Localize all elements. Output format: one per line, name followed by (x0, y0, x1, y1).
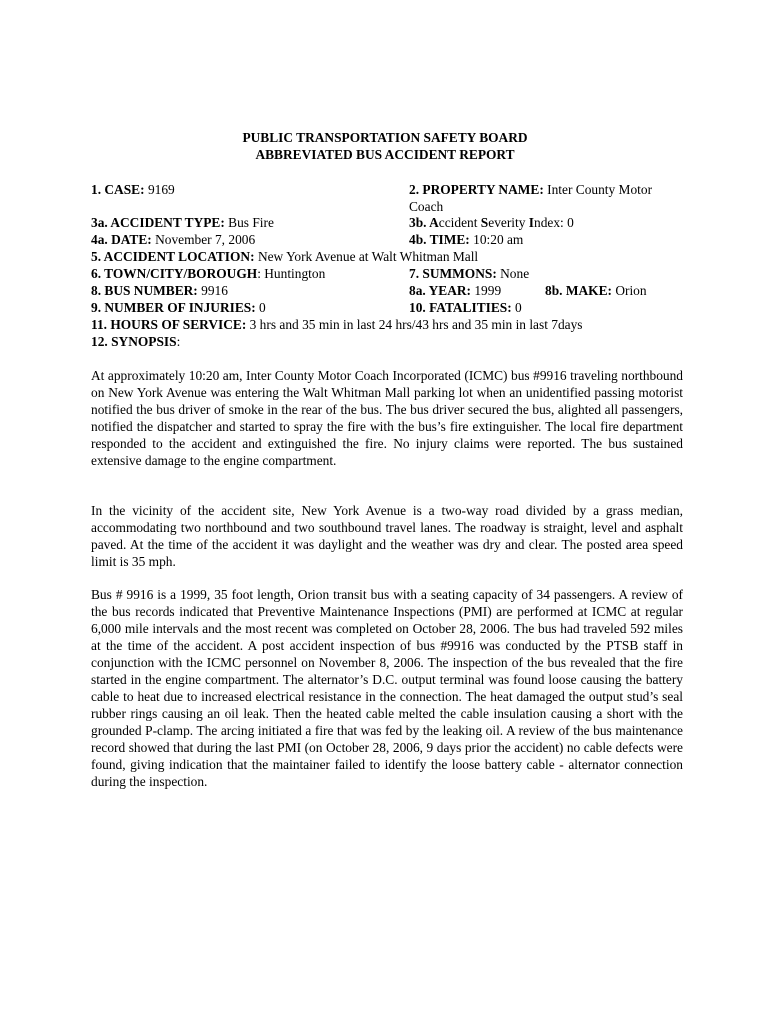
field-property-name-continued: Coach (409, 199, 444, 214)
severity-label-part-5: I (528, 215, 534, 230)
field-injuries (91, 299, 266, 316)
field-accident-type-label: 3a. ACCIDENT TYPE: (91, 215, 225, 230)
field-property-name-value: Inter County Motor (547, 182, 653, 197)
synopsis-paragraph-1 (91, 367, 683, 469)
field-town (91, 265, 325, 282)
field-town-value: : Huntington (257, 266, 326, 281)
field-case-label: 1. CASE: (91, 182, 145, 197)
field-injuries-value: 0 (259, 300, 266, 315)
field-date (91, 231, 255, 248)
severity-label-part-4: everity (488, 215, 529, 230)
field-time-label: 4b. TIME: (409, 232, 470, 247)
field-bus-number-label: 8. BUS NUMBER: (91, 283, 198, 298)
paragraph-text: At approximately 10:20 am, Inter County Motor Coach Incorporated (ICMC) bus #9916 traveling northbound on New York Avenue was entering the Walt Whitman Mall parking lot when an unidentified passing motorist notified the bus driver of smoke in the rear of the bus. The bus driver secured the bus, alighted all passengers, notified the dispatcher and started to spray the fire with the bus’s fire extinguisher. The local fire department responded to the accident and extinguished the fire. No injury claims were reported. The bus sustained extensive damage to the engine compartment. (91, 368, 683, 468)
field-synopsis-suffix: : (176, 334, 181, 349)
field-time (409, 231, 523, 248)
field-time-value: 10:20 am (473, 232, 524, 247)
field-case-value: 9169 (147, 182, 175, 197)
paragraph-text: Bus # 9916 is a 1999, 35 foot length, Orion transit bus with a seating capacity of 34 passengers. A review of the bus records indicated that Preventive Maintenance Inspections (PMI) are performed at ICMC at regular 6,000 mile intervals and the most recent was completed on October 28, 2006. The bus had traveled 592 miles at the time of the accident. A post accident inspection of bus #9916 was conducted by the PTSB staff in conjunction with the ICMC personnel on November 8, 2006. The inspection of the bus revealed that the fire started in the engine compartment. The alternator’s D.C. output terminal was found loose causing the battery cable to heat due to increased electrical resistance in the connection. The heat damaged the output stud’s seal rubber rings causing an oil leak. Then the heated cable melted the cable insulation causing a short with the grounded P-clamp. The arcing initiated a fire that was fed by the leaking oil. A review of the bus maintenance record showed that during the last PMI (on October 28, 2006, 9 days prior the accident) no cable defects were found, giving indication that the maintainer failed to identify the loose battery cable - alternator connection during the inspection. (91, 587, 683, 789)
field-case (91, 181, 175, 198)
field-location (91, 248, 478, 265)
severity-label-part-2: ccident (438, 215, 481, 230)
field-make-value: Orion (615, 283, 647, 298)
field-hours-value: 3 hrs and 35 min in last 24 hrs/43 hrs and 35 min in last 7days (249, 317, 583, 332)
field-summons-label: 7. SUMMONS: (409, 266, 497, 281)
severity-label-part-6: ndex: (534, 215, 568, 230)
field-make (545, 282, 647, 299)
synopsis-paragraph-2 (91, 502, 683, 570)
field-summons-value: None (500, 266, 530, 281)
paragraph-text: In the vicinity of the accident site, New York Avenue is a two-way road divided by a grass median, accommodating two northbound and two southbound travel lanes. The roadway is straight, level and asphalt paved. At the time of the accident it was daylight and the weather was dry and clear. The posted area speed limit is 35 mph. (91, 503, 683, 569)
field-severity-index-value: 0 (567, 215, 574, 230)
field-severity-index (409, 214, 574, 231)
field-town-label: 6. TOWN/CITY/BOROUGH (91, 266, 258, 281)
field-property-name-label: 2. PROPERTY NAME: (409, 182, 544, 197)
field-property-name (409, 181, 652, 198)
field-hours-label: 11. HOURS OF SERVICE: (91, 317, 247, 332)
field-accident-type (91, 214, 274, 231)
field-bus-number-value: 9916 (201, 283, 228, 298)
field-summons (409, 265, 529, 282)
field-synopsis (91, 333, 180, 350)
report-title-line-1: PUBLIC TRANSPORTATION SAFETY BOARD (242, 130, 528, 145)
field-hours-of-service (91, 316, 583, 333)
field-make-label: 8b. MAKE: (545, 283, 612, 298)
field-date-label: 4a. DATE: (91, 232, 152, 247)
severity-label-part-3: S (480, 215, 489, 230)
field-date-value: November 7, 2006 (155, 232, 256, 247)
field-bus-number (91, 282, 228, 299)
severity-label-part-1: 3b. A (409, 215, 439, 230)
report-title-line-2: ABBREVIATED BUS ACCIDENT REPORT (255, 147, 515, 162)
field-fatalities-label: 10. FATALITIES: (409, 300, 512, 315)
field-year-label: 8a. YEAR: (409, 283, 471, 298)
field-accident-type-value: Bus Fire (228, 215, 274, 230)
field-year (409, 282, 501, 299)
field-fatalities-value: 0 (515, 300, 522, 315)
field-year-value: 1999 (474, 283, 502, 298)
field-location-value: New York Avenue at Walt Whitman Mall (257, 249, 479, 264)
field-location-label: 5. ACCIDENT LOCATION: (91, 249, 255, 264)
field-fatalities (409, 299, 522, 316)
synopsis-paragraph-3 (91, 586, 683, 790)
field-synopsis-label: 12. SYNOPSIS (91, 334, 177, 349)
field-injuries-label: 9. NUMBER OF INJURIES: (91, 300, 256, 315)
